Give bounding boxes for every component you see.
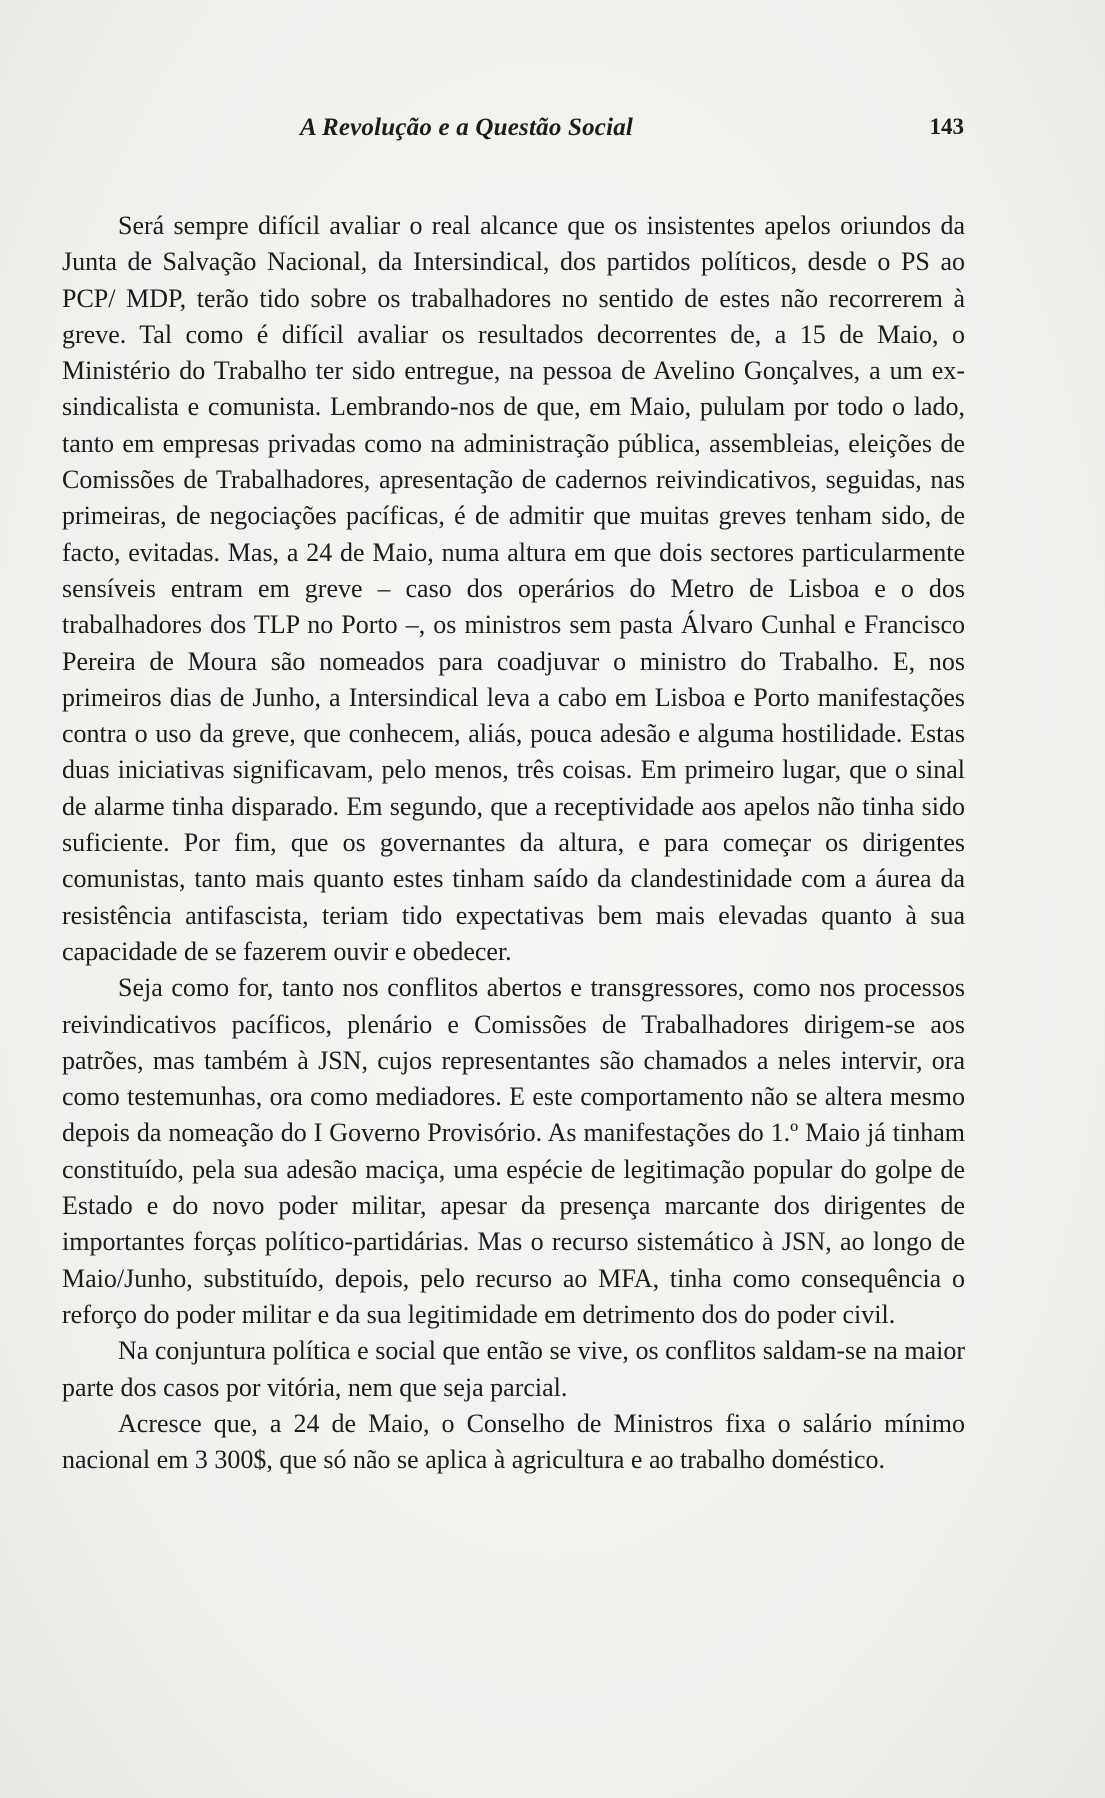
paragraph: Acresce que, a 24 de Maio, o Conselho de Ministros fixa o salário mínimo nacional em 3 300$, que só não se aplica à agricultura e ao trabalho doméstico. (62, 1408, 965, 1475)
paragraph: Seja como for, tanto nos conflitos abertos e transgressores, como nos processos reivindicativos pacíficos, plenário e Comissões de Trabalhadores dirigem-se aos patrões, mas também à JSN, cujos representantes são chamados a neles intervir, ora como testemunhas, ora como mediadores. E este comportamento não se altera mesmo depois da nomeação do I Governo Provisório. As manifestações do 1.º Maio já tinham constituído, pela sua adesão maciça, uma espécie de legitimação popular do golpe de Estado e do novo poder militar, apesar da presença marcante dos dirigentes de importantes forças político-partidárias. Mas o recurso sistemático à JSN, ao longo de Maio/Junho, substituído, depois, pelo recurso ao MFA, tinha como consequência o reforço do poder militar e da sua legitimidade em detrimento dos do poder civil. (62, 973, 965, 1329)
paragraph: Será sempre difícil avaliar o real alcance que os insistentes apelos oriundos da Junta de Salvação Nacional, da Intersindical, dos partidos políticos, desde o PS ao PCP/ MDP, terão tido sobre os trabalhadores no sentido de estes não recorrerem à greve. Tal como é difícil avaliar os resultados decorrentes de, a 15 de Maio, o Ministério do Trabalho ter sido entregue, na pessoa de Avelino Gonçalves, a um ex-sindicalista e comunista. Lembrando-nos de que, em Maio, pululam por todo o lado, tanto em empresas privadas como na administração pública, assembleias, eleições de Comissões de Trabalhadores, apresentação de cadernos reivindicativos, seguidas, nas primeiras, de negociações pacíficas, é de admitir que muitas greves tenham sido, de facto, evitadas. Mas, a 24 de Maio, numa altura em que dois sectores particularmente sensíveis entram em greve – caso dos operários do Metro de Lisboa e o dos trabalhadores dos TLP no Porto –, os ministros sem pasta Álvaro Cunhal e Francisco Pereira de Moura são nomeados para coadjuvar o ministro do Trabalho. E, nos primeiros dias de Junho, a Intersindical leva a cabo em Lisboa e Porto manifestações contra o uso da greve, que conhecem, aliás, pouca adesão e alguma hostilidade. Estas duas iniciativas significavam, pelo menos, três coisas. Em primeiro lugar, que o sinal de alarme tinha disparado. Em segundo, que a receptividade aos apelos não tinha sido suficiente. Por fim, que os governantes da altura, e para começar os dirigentes comunistas, tanto mais quanto estes tinham saído da clandestinidade com a áurea da resistência antifascista, teriam tido expectativas bem mais elevadas quanto à sua capacidade de se fazerem ouvir e obedecer. (62, 211, 965, 966)
paragraph: Na conjuntura política e social que então se vive, os conflitos saldam-se na maior parte dos casos por vitória, nem que seja parcial. (62, 1336, 965, 1402)
running-title: A Revolução e a Questão Social (300, 114, 634, 141)
page-number: 143 (929, 114, 964, 139)
page-header (62, 114, 964, 150)
body-text (62, 208, 965, 1478)
